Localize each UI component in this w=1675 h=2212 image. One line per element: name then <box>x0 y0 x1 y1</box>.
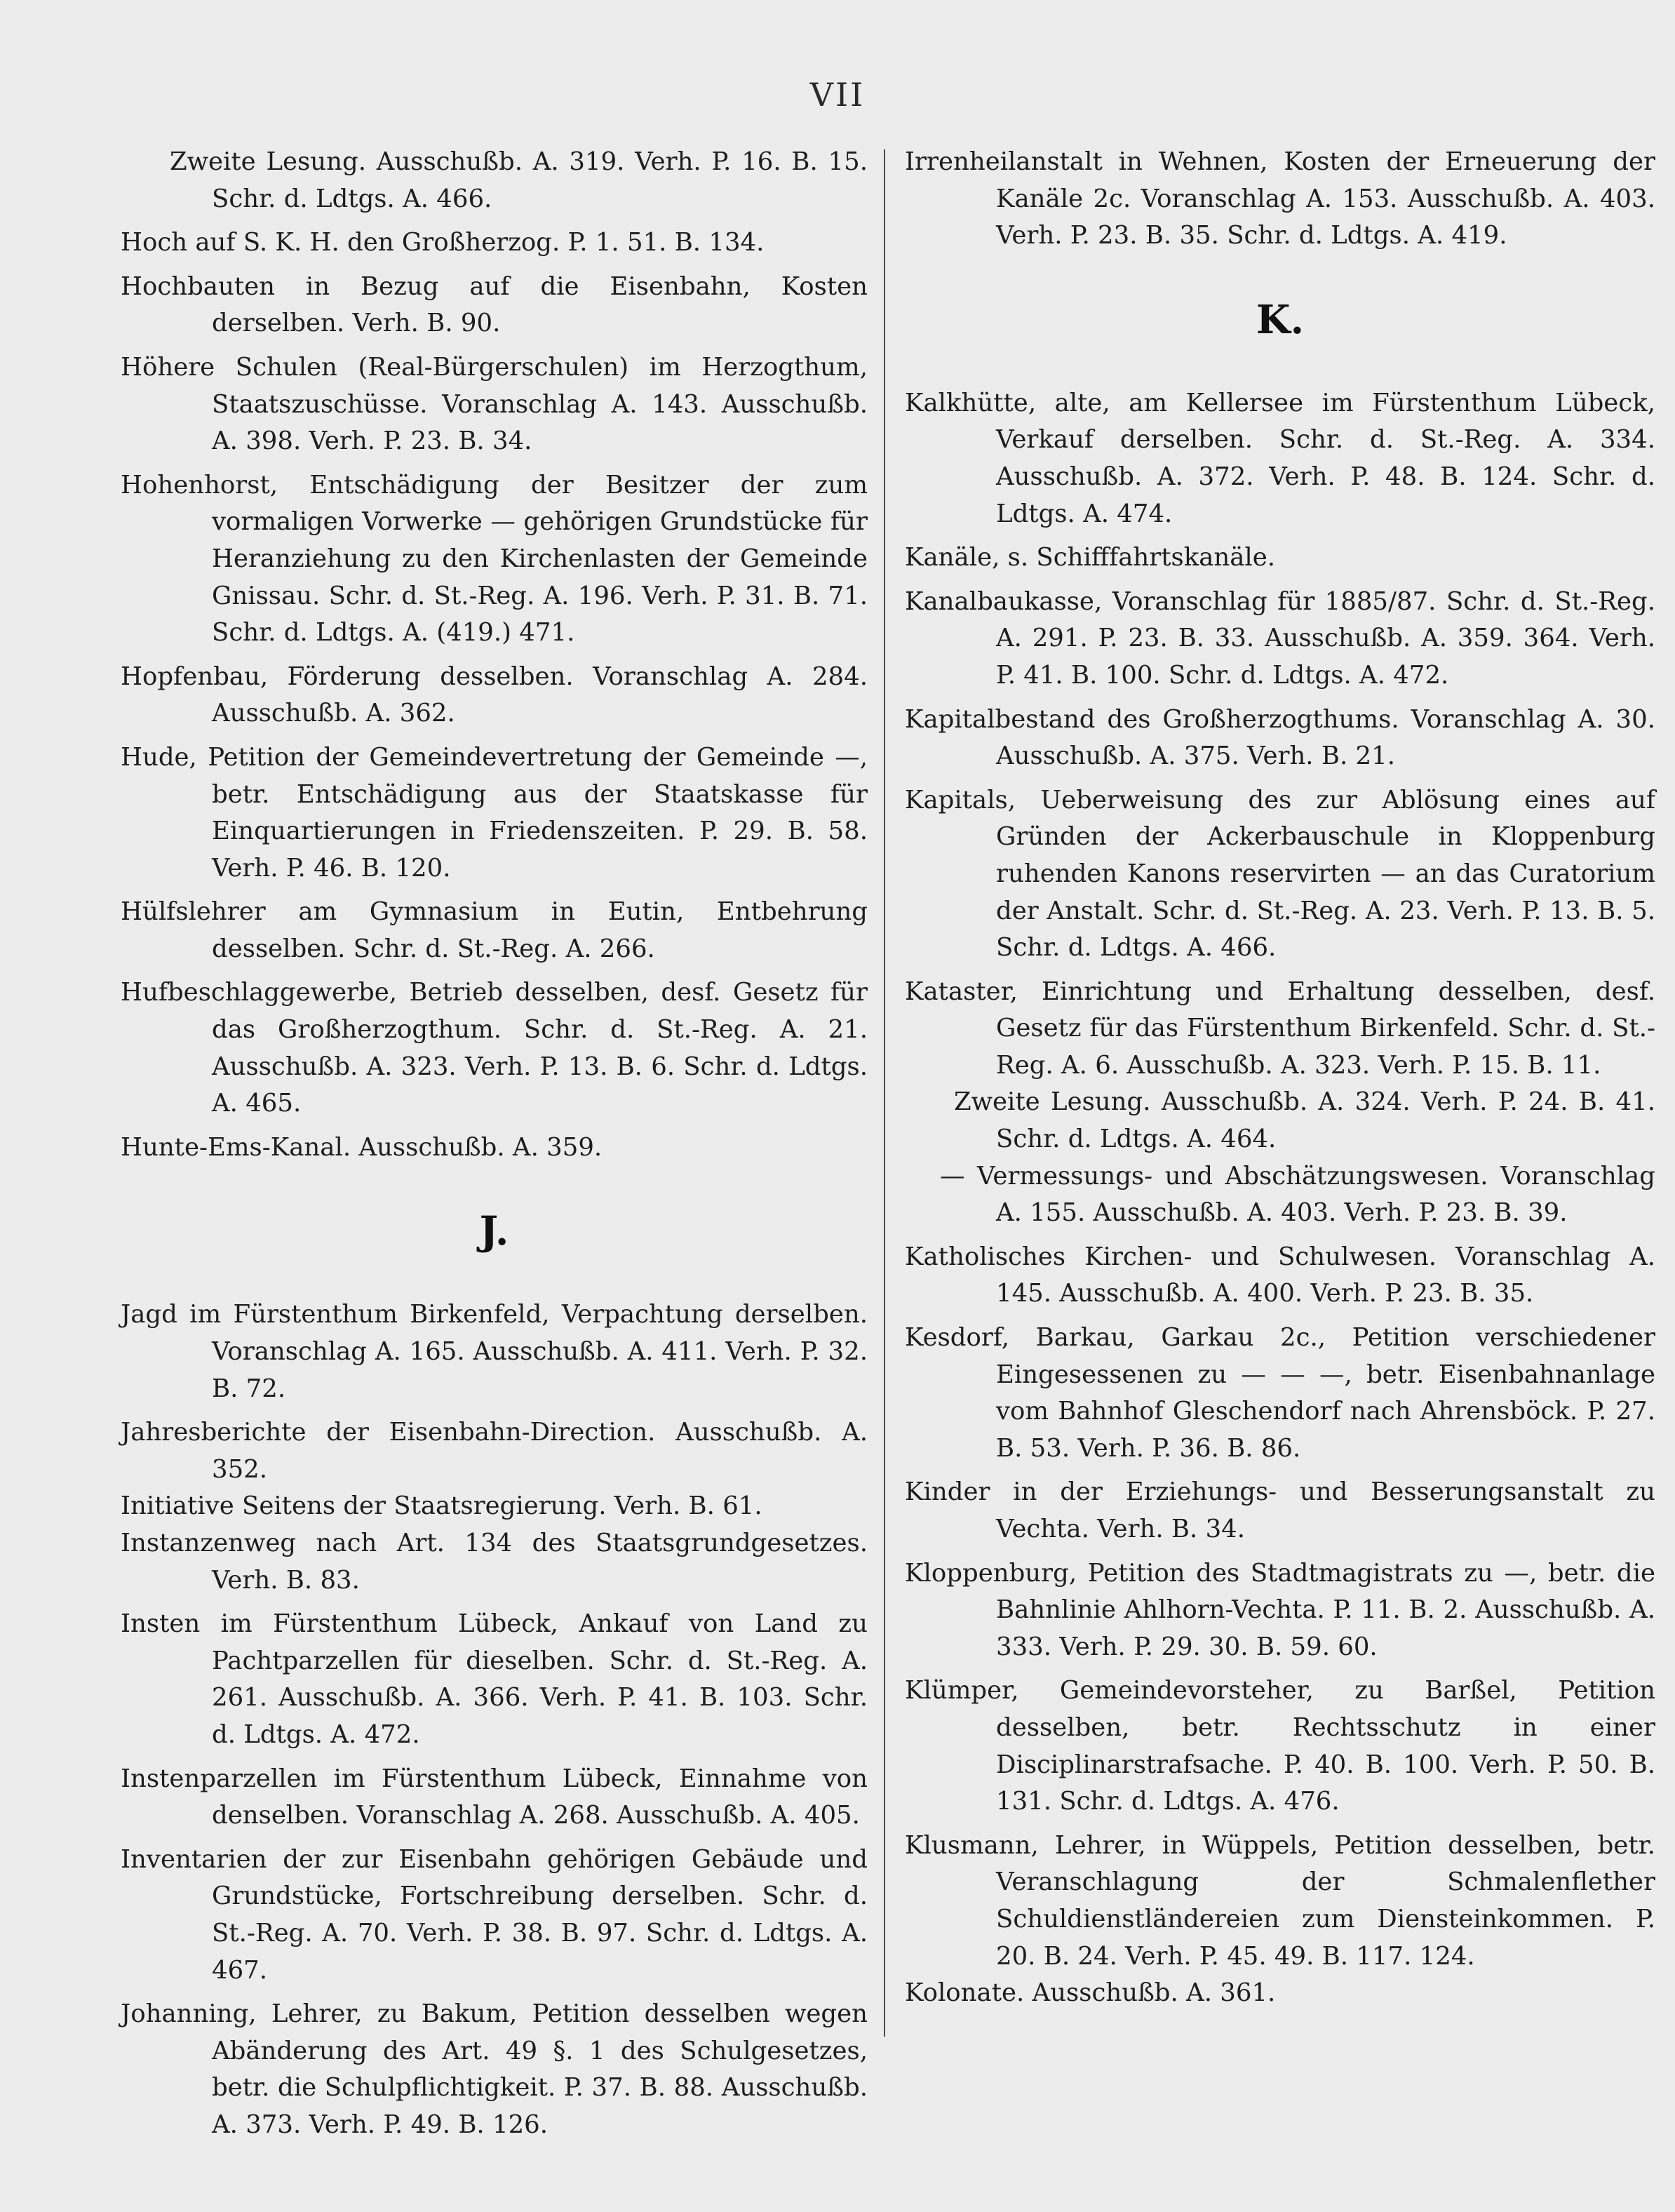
index-entry: Kanäle, s. Schifffahrtskanäle. <box>905 543 1276 572</box>
page-number: VII <box>809 76 866 114</box>
index-entry: Instanzenweg nach Art. 134 des Staatsgrundgesetzes. Verh. B. 83. <box>121 1529 868 1595</box>
index-entry: Kloppenburg, Petition des Stadtmagistrats zu —, betr. die Bahnlinie Ahlhorn-Vechta. P. 11. B. 2. Ausschußb. A. 333. Verh. P. 29. 30. B. 59. 60. <box>905 1558 1655 1661</box>
section-letter-k: K. <box>1256 296 1305 343</box>
right-column <box>905 144 1655 2012</box>
index-entry: Kesdorf, Barkau, Garkau 2c., Petition verschiedener Eingesessenen zu — — —, betr. Eisenbahnanlage vom Bahnhof Gleschendorf nach Ahrensböck. P. 27. B. 53. Verh. P. 36. B. 86. <box>905 1323 1655 1463</box>
index-entry: Kolonate. Ausschußb. A. 361. <box>905 1978 1276 2008</box>
index-entry: Katholisches Kirchen- und Schulwesen. Voranschlag A. 145. Ausschußb. A. 400. Verh. P. 23. B. 35. <box>905 1242 1655 1308</box>
index-entry: Klusmann, Lehrer, in Wüppels, Petition desselben, betr. Veranschlagung der Schmalenflether Schuldienstländereien zum Diensteinkommen. P. 20. B. 24. Verh. P. 45. 49. B. 117. 124. <box>905 1830 1655 1971</box>
index-entry: Klümper, Gemeindevorsteher, zu Barßel, Petition desselben, betr. Rechtsschutz in einer Disciplinarstrafsache. P. 40. B. 100. Verh. P. 50. B. 131. Schr. d. Ldtgs. A. 476. <box>905 1676 1655 1816</box>
index-entry: Inventarien der zur Eisenbahn gehörigen Gebäude und Grundstücke, Fortschreibung derselben. Schr. d. St.-Reg. A. 70. Verh. P. 38. B. 97. Schr. d. Ldtgs. A. 467. <box>121 1844 868 1985</box>
index-entry: Hopfenbau, Förderung desselben. Voranschlag A. 284. Ausschußb. A. 362. <box>121 662 868 728</box>
index-entry: Irrenheilanstalt in Wehnen, Kosten der Erneuerung der Kanäle 2c. Voranschlag A. 153. Ausschußb. A. 403. Verh. P. 23. B. 35. Schr. d. Ldtgs. A. 419. <box>905 147 1655 250</box>
index-entry: Kalkhütte, alte, am Kellersee im Fürstenthum Lübeck, Verkauf derselben. Schr. d. St.-Reg. A. 334. Ausschußb. A. 372. Verh. P. 48. B. 124. Schr. d. Ldtgs. A. 474. <box>905 388 1655 528</box>
index-entry: Insten im Fürstenthum Lübeck, Ankauf von Land zu Pachtparzellen für dieselben. Schr. d. St.-Reg. A. 261. Ausschußb. A. 366. Verh. P. 41. B. 103. Schr. d. Ldtgs. A. 472. <box>121 1609 868 1749</box>
index-entry: Hohenhorst, Entschädigung der Besitzer der zum vormaligen Vorwerke — gehörigen Grundstücke für Heranziehung zu den Kirchenlasten der Gemeinde Gnissau. Schr. d. St.-Reg. A. 196. Verh. P. 31. B. 71. Schr. d. Ldtgs. A. (419.) 471. <box>121 470 868 648</box>
index-entry: Hufbeschlaggewerbe, Betrieb desselben, desf. Gesetz für das Großherzogthum. Schr. d. St.-Reg. A. 21. Ausschußb. A. 323. Verh. P. 13. B. 6. Schr. d. Ldtgs. A. 465. <box>121 978 868 1118</box>
index-entry: Höhere Schulen (Real-Bürgerschulen) im Herzogthum, Staatszuschüsse. Voranschlag A. 143. Ausschußb. A. 398. Verh. P. 23. B. 34. <box>121 352 868 456</box>
left-column <box>121 144 868 2144</box>
index-entry: Kanalbaukasse, Voranschlag für 1885/87. Schr. d. St.-Reg. A. 291. P. 23. B. 33. Ausschußb. A. 359. 364. Verh. P. 41. B. 100. Schr. d. Ldtgs. A. 472. <box>905 586 1655 690</box>
index-entry: Johanning, Lehrer, zu Bakum, Petition desselben wegen Abänderung des Art. 49 §. 1 des Schulgesetzes, betr. die Schulpflichtigkeit. P. 37. B. 88. Ausschußb. A. 373. Verh. P. 49. B. 126. <box>121 1999 868 2139</box>
index-entry: Jagd im Fürstenthum Birkenfeld, Verpachtung derselben. Voranschlag A. 165. Ausschußb. A. 411. Verh. P. 32. B. 72. <box>121 1300 868 1403</box>
index-entry: Kinder in der Erziehungs- und Besserungsanstalt zu Vechta. Verh. B. 34. <box>905 1477 1655 1543</box>
index-entry: Zweite Lesung. Ausschußb. A. 324. Verh. P. 24. B. 41. Schr. d. Ldtgs. A. 464. <box>954 1087 1655 1154</box>
index-entry: Hülfslehrer am Gymnasium in Eutin, Entbehrung desselben. Schr. d. St.-Reg. A. 266. <box>121 897 868 963</box>
index-entry: Instenparzellen im Fürstenthum Lübeck, Einnahme von denselben. Voranschlag A. 268. Ausschußb. A. 405. <box>121 1764 868 1830</box>
index-entry: Hochbauten in Bezug auf die Eisenbahn, Kosten derselben. Verh. B. 90. <box>121 272 868 338</box>
index-entry: Hunte-Ems-Kanal. Ausschußb. A. 359. <box>121 1132 603 1162</box>
section-letter-j: J. <box>479 1208 509 1255</box>
column-divider <box>884 149 885 2037</box>
index-entry: Hoch auf S. K. H. den Großherzog. P. 1. 51. B. 134. <box>121 228 765 257</box>
index-entry: — Vermessungs- und Abschätzungswesen. Voranschlag A. 155. Ausschußb. A. 403. Verh. P. 23. B. 39. <box>940 1161 1655 1228</box>
index-entry: Jahresberichte der Eisenbahn-Direction. Ausschußb. A. 352. <box>121 1418 868 1484</box>
index-entry: Kataster, Einrichtung und Erhaltung desselben, desf. Gesetz für das Fürstenthum Birkenfeld. Schr. d. St.-Reg. A. 6. Ausschußb. A. 323. Verh. P. 15. B. 11. <box>905 977 1655 1080</box>
index-entry: Kapitalbestand des Großherzogthums. Voranschlag A. 30. Ausschußb. A. 375. Verh. B. 21. <box>905 704 1655 771</box>
index-entry: Zweite Lesung. Ausschußb. A. 319. Verh. P. 16. B. 15. Schr. d. Ldtgs. A. 466. <box>170 147 868 213</box>
index-entry: Kapitals, Ueberweisung des zur Ablösung eines auf Gründen der Ackerbauschule in Kloppenburg ruhenden Kanons reservirten — an das Curatorium der Anstalt. Schr. d. St.-Reg. A. 23. Verh. P. 13. B. 5. Schr. d. Ldtgs. A. 466. <box>905 785 1655 963</box>
index-entry: Initiative Seitens der Staatsregierung. Verh. B. 61. <box>121 1492 762 1521</box>
index-entry: Hude, Petition der Gemeindevertretung der Gemeinde —, betr. Entschädigung aus der Staatskasse für Einquartierungen in Friedenszeiten. P. 29. B. 58. Verh. P. 46. B. 120. <box>121 742 868 883</box>
